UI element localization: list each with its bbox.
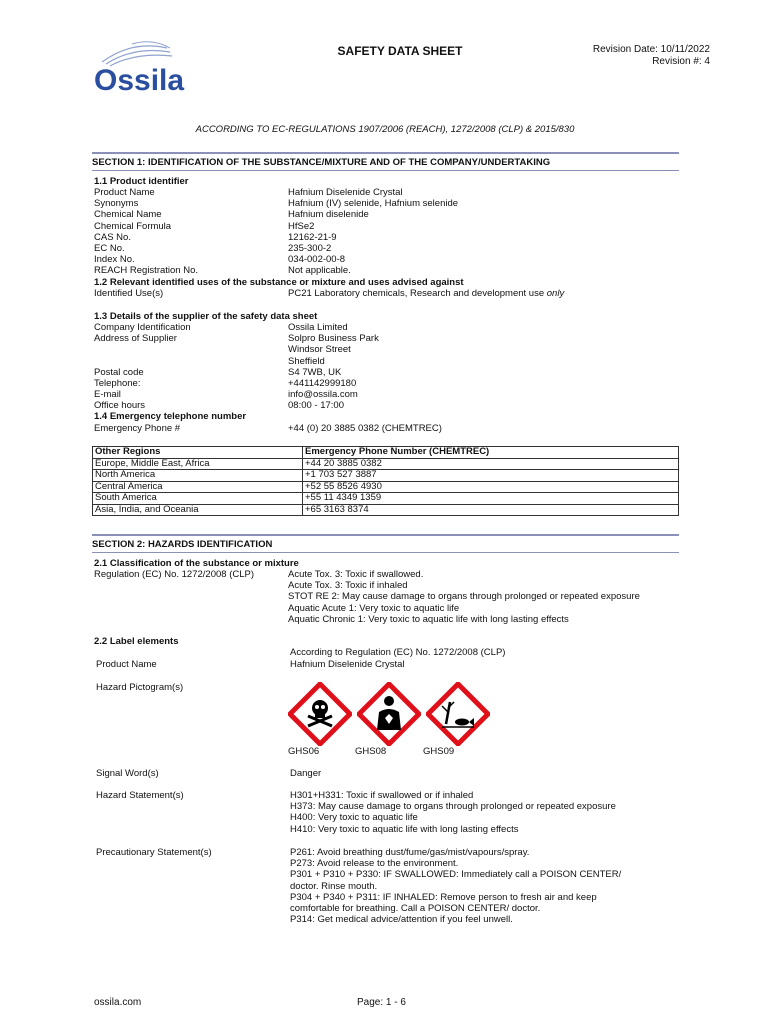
product-identifier-row (94, 187, 694, 198)
product-name-value: Hafnium Diselenide Crystal (290, 659, 405, 670)
region-cell: Central America (93, 481, 303, 493)
table-row (93, 481, 679, 493)
table-row (93, 504, 679, 516)
subsection-1-4: 1.4 Emergency telephone number (94, 411, 247, 422)
supplier-detail-row (94, 356, 694, 367)
revision-info (593, 44, 710, 68)
identified-use-key: Identified Use(s) (94, 288, 164, 299)
subsection-1-3: 1.3 Details of the supplier of the safety data sheet (94, 311, 318, 322)
ghs08-health-hazard-pictogram (357, 682, 421, 746)
product-identifier-key: REACH Registration No. (94, 265, 199, 277)
supplier-detail-row (94, 400, 694, 411)
region-cell: North America (93, 470, 303, 482)
classification-list (288, 569, 688, 625)
supplier-detail-value: Sheffield (288, 355, 325, 367)
regulation-statement: ACCORDING TO EC-REGULATIONS 1907/2006 (REACH), 1272/2008 (CLP) & 2015/830 (195, 124, 575, 135)
product-identifier-value: 235-300-2 (288, 243, 332, 254)
document-title: SAFETY DATA SHEET (337, 44, 463, 58)
supplier-detail-key: Postal code (94, 366, 144, 378)
product-identifier-value: HfSe2 (288, 220, 315, 232)
supplier-detail-row (94, 367, 694, 378)
table-row (93, 493, 679, 505)
health-hazard-icon (357, 682, 421, 746)
product-identifier-value: 034-002-00-8 (288, 254, 346, 266)
footer-page-number: Page: 1 - 6 (357, 997, 406, 1008)
environment-hazard-icon (426, 682, 490, 746)
supplier-detail-key: Telephone: (94, 378, 141, 389)
product-identifier-value: Hafnium Diselenide Crystal (288, 187, 403, 198)
table-header-row (93, 447, 679, 459)
precautionary-statement-line: P261: Avoid breathing dust/fume/gas/mist/vapours/spray. (290, 847, 530, 858)
classification-line: Acute Tox. 3: Toxic if swallowed. (288, 569, 424, 580)
region-cell: Europe, Middle East, Africa (93, 458, 303, 470)
hazard-pictogram-key: Hazard Pictogram(s) (96, 682, 184, 693)
skull-crossbones-icon (288, 682, 352, 746)
supplier-detail-row (94, 344, 694, 355)
precautionary-statement-line: P301 + P310 + P330: IF SWALLOWED: Immediately call a POISON CENTER/ (290, 869, 622, 881)
phone-number-cell: +55 11 4349 1359 (303, 493, 679, 505)
product-identifier-row (94, 265, 694, 276)
product-identifier-value: 12162-21-9 (288, 231, 337, 243)
emergency-phone-key: Emergency Phone # (94, 423, 181, 434)
emergency-phone-value: +44 (0) 20 3885 0382 (CHEMTREC) (288, 423, 442, 434)
supplier-detail-value: Windsor Street (288, 344, 351, 356)
hazard-statement-line: H301+H331: Toxic if swallowed or if inhaled (290, 790, 474, 801)
product-identifier-key: Chemical Name (94, 209, 162, 221)
product-identifier-key: Chemical Formula (94, 220, 172, 232)
product-identifier-key: EC No. (94, 243, 125, 254)
signal-word-key: Signal Word(s) (96, 768, 159, 779)
precautionary-statement-line: doctor. Rinse mouth. (290, 880, 378, 892)
region-cell: Asia, India, and Oceania (93, 504, 303, 516)
product-identifier-key: CAS No. (94, 231, 131, 243)
supplier-detail-value: S4 7WB, UK (288, 366, 342, 378)
hazard-statement-list (290, 790, 690, 835)
identified-use-row (94, 288, 694, 299)
product-identifier-value: Not applicable. (288, 265, 351, 277)
signal-word-value: Danger (290, 768, 322, 779)
supplier-detail-value: Solpro Business Park (288, 333, 379, 345)
hazard-statement-line: H410: Very toxic to aquatic life with long lasting effects (290, 823, 519, 835)
pictogram-label-ghs06: GHS06 (288, 746, 320, 757)
precautionary-statement-line: P304 + P340 + P311: IF INHALED: Remove person to fresh air and keep (290, 891, 597, 903)
hazard-statement-key: Hazard Statement(s) (96, 790, 184, 801)
precautionary-statement-line: P273: Avoid release to the environment. (290, 858, 459, 870)
table-row (93, 470, 679, 482)
ghs06-skull-pictogram (288, 682, 352, 746)
supplier-detail-key: Address of Supplier (94, 333, 177, 345)
according-regulation: According to Regulation (EC) No. 1272/2008 (CLP) (290, 647, 506, 658)
revision-number: Revision #: 4 (652, 56, 710, 67)
classification-line: STOT RE 2: May cause damage to organs through prolonged or repeated exposure (288, 591, 640, 603)
product-identifier-row (94, 209, 694, 220)
logo-wordmark: Ossila (94, 64, 185, 97)
classification-line: Aquatic Acute 1: Very toxic to aquatic life (288, 602, 460, 614)
hazard-statement-line: H400: Very toxic to aquatic life (290, 812, 418, 824)
product-identifier-value: Hafnium (IV) selenide, Hafnium selenide (288, 198, 459, 210)
classification-line: Aquatic Chronic 1: Very toxic to aquatic life with long lasting effects (288, 613, 569, 625)
supplier-detail-value: info@ossila.com (288, 389, 358, 401)
precautionary-statement-line: P314: Get medical advice/attention if you feel unwell. (290, 914, 513, 926)
hazard-statement-line: H373: May cause damage to organs through prolonged or repeated exposure (290, 801, 616, 813)
precautionary-statement-list (290, 847, 690, 925)
supplier-detail-key: E-mail (94, 389, 121, 401)
pictogram-label-ghs09: GHS09 (423, 746, 455, 757)
supplier-detail-row (94, 378, 694, 389)
regulation-key: Regulation (EC) No. 1272/2008 (CLP) (94, 569, 255, 580)
supplier-detail-value: 08:00 - 17:00 (288, 400, 344, 412)
identified-use-value: PC21 Laboratory chemicals, Research and development use only (288, 288, 565, 299)
phone-number-cell: +52 55 8526 4930 (303, 481, 679, 493)
product-identifier-value: Hafnium diselenide (288, 209, 369, 221)
precautionary-statement-key: Precautionary Statement(s) (96, 847, 212, 858)
phone-number-cell: +65 3163 8374 (303, 504, 679, 516)
ghs09-environment-pictogram (426, 682, 490, 746)
product-identifier-key: Synonyms (94, 198, 139, 210)
supplier-detail-row (94, 389, 694, 400)
table-header-cell: Emergency Phone Number (CHEMTREC) (303, 447, 679, 459)
section-2-heading: SECTION 2: HAZARDS IDENTIFICATION (92, 534, 679, 553)
ossila-logo (92, 40, 212, 100)
phone-number-cell: +44 20 3885 0382 (303, 458, 679, 470)
product-identifier-row (94, 254, 694, 265)
product-identifier-key: Index No. (94, 254, 135, 266)
table-header-cell: Other Regions (93, 447, 303, 459)
product-identifier-row (94, 243, 694, 254)
product-identifier-row (94, 232, 694, 243)
section-1-heading: SECTION 1: IDENTIFICATION OF THE SUBSTANCE/MIXTURE AND OF THE COMPANY/UNDERTAKING (92, 152, 679, 171)
phone-number-cell: +1 703 527 3887 (303, 470, 679, 482)
logo-arcs-icon (92, 40, 212, 100)
product-identifier-row (94, 221, 694, 232)
subsection-1-2: 1.2 Relevant identified uses of the substance or mixture and uses advised against (94, 277, 464, 288)
subsection-1-1: 1.1 Product identifier (94, 176, 189, 187)
emergency-phone-row (94, 423, 694, 434)
pictogram-label-ghs08: GHS08 (355, 746, 387, 757)
subsection-2-2: 2.2 Label elements (94, 636, 179, 647)
supplier-detail-key: Company Identification (94, 322, 191, 333)
table-row (93, 458, 679, 470)
precautionary-statement-line: comfortable for breathing. Call a POISON CENTER/ doctor. (290, 903, 541, 915)
supplier-detail-value: Ossila Limited (288, 322, 348, 333)
subsection-2-1: 2.1 Classification of the substance or mixture (94, 558, 299, 569)
region-cell: South America (93, 493, 303, 505)
footer-site: ossila.com (94, 997, 142, 1008)
supplier-detail-key: Office hours (94, 400, 146, 412)
revision-date: Revision Date: 10/11/2022 (592, 44, 710, 55)
regional-emergency-table (92, 446, 679, 516)
product-name-key: Product Name (96, 659, 157, 670)
product-identifier-key: Product Name (94, 187, 155, 198)
supplier-detail-value: +441142999180 (288, 378, 357, 389)
supplier-detail-row (94, 333, 694, 344)
classification-line: Acute Tox. 3: Toxic if inhaled (288, 580, 408, 592)
product-identifier-row (94, 198, 694, 209)
supplier-detail-row (94, 322, 694, 333)
